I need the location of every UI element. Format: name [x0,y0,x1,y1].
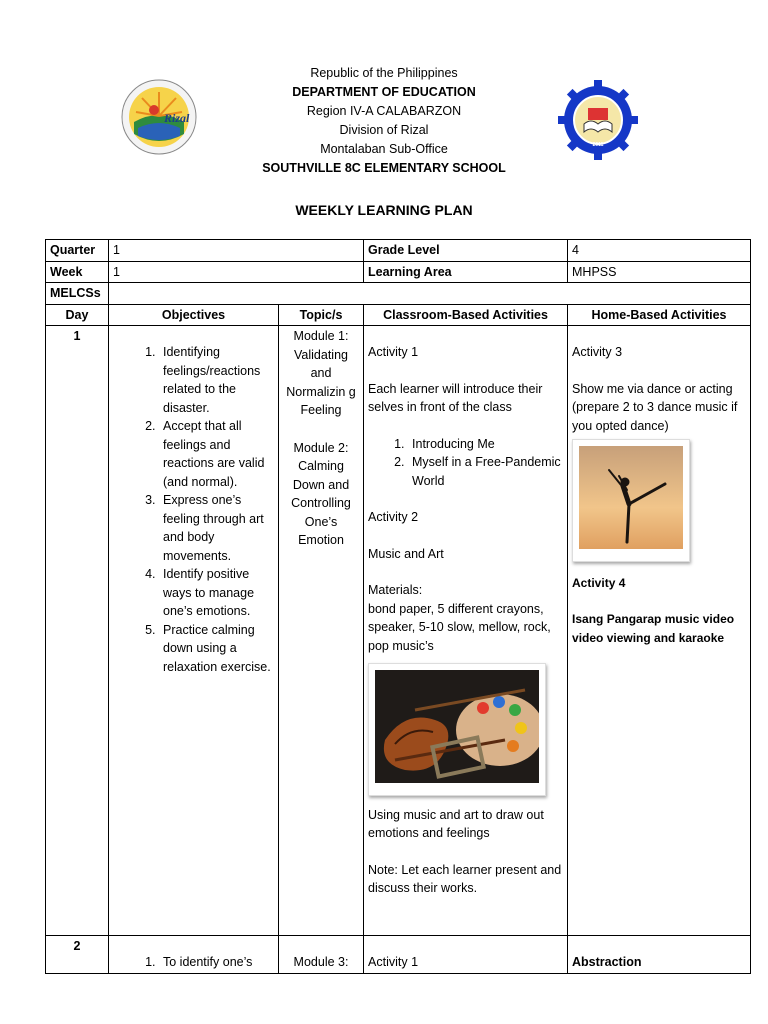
activity1-description: Each learner will introduce their selves in front of the class [368,381,543,414]
header-republic: Republic of the Philippines [310,66,458,80]
music-art-image [368,663,546,796]
header-division: Division of Rizal [339,123,429,137]
day2-number: 2 [46,936,109,974]
header-school: SOUTHVILLE 8C ELEMENTARY SCHOOL [262,161,506,175]
col-day: Day [46,304,109,326]
activity3-title: Activity 3 [572,345,623,359]
col-objectives: Objectives [109,304,279,326]
quarter-row [46,240,751,262]
grade-value: 4 [568,240,751,262]
activity2-name: Music and Art [368,546,444,561]
header-suboffice: Montalaban Sub-Office [320,142,448,156]
grade-label: Grade Level [364,240,568,262]
melcs-label: MELCSs [46,283,109,305]
objective-item: 5. Practice calming down using a relaxation exercise. [159,621,274,677]
objective-item: 1. To identify one’s [159,953,274,972]
week-label: Week [46,261,109,283]
objective-item: 1. Identifying feelings/reactions related to the disaster. [159,343,274,417]
day1-classroom-activities [364,326,568,936]
area-value: MHPSS [568,261,751,283]
day1-objectives [109,326,279,936]
day1-number: 1 [46,326,109,936]
day1-row [46,326,751,936]
objective-item: 2. Accept that all feelings and reactions are valid (and normal). [159,417,274,491]
learning-plan-table [45,239,751,974]
activity3-note: (prepare 2 to 3 dance music if you opted dance) [572,400,738,433]
col-home: Home-Based Activities [568,304,751,326]
quarter-label: Quarter [46,240,109,262]
header-region: Region IV-A CALABARZON [306,104,462,118]
topic-module-2: Module 2: Calming Down and Controlling One’s Emotion [291,440,351,547]
activity1-title: Activity 1 [368,345,419,359]
activity4-description: Isang Pangarap music video video viewing and karaoke [572,612,735,645]
document-header [0,64,768,178]
activity3-description: Show me via dance or acting [572,381,733,396]
plan-title: WEEKLY LEARNING PLAN [295,202,473,218]
activity1-item: 2. Myself in a Free-Pandemic World [408,453,563,490]
day2-objectives [109,936,279,974]
day2-row [46,936,751,974]
activity2-title: Activity 2 [368,510,419,524]
svg-text:2011: 2011 [592,142,604,148]
melcs-value [109,283,751,305]
column-header-row [46,304,751,326]
day2-home: Abstraction [568,936,751,974]
materials-label: Materials: [368,583,423,597]
activity2-note: Note: Let each learner present and discuss their works. [368,862,562,895]
day1-home-activities [568,326,751,936]
header-department: DEPARTMENT OF EDUCATION [292,85,476,99]
objective-item: 4. Identify positive ways to manage one’s emotions. [159,565,274,621]
dancer-image [572,439,690,562]
col-classroom: Classroom-Based Activities [364,304,568,326]
objective-item: 3. Express one’s feeling through art and body movements. [159,491,274,565]
svg-text:Rizal: Rizal [164,111,190,125]
activity1-item: 1. Introducing Me [408,435,563,454]
col-topics: Topic/s [279,304,364,326]
week-row [46,261,751,283]
activity2-usage: Using music and art to draw out emotions and feelings [368,807,544,840]
melcs-row [46,283,751,305]
topic-module-1: Module 1: Validating and Normalizin g Feeling [286,329,356,417]
week-value: 1 [109,261,364,283]
day1-topics [279,326,364,936]
activity4-title: Activity 4 [572,575,626,590]
quarter-value: 1 [109,240,364,262]
day2-topic: Module 3: [279,936,364,974]
materials-list: bond paper, 5 different crayons, speaker, 5-10 slow, mellow, rock, pop music’s [368,601,551,653]
day2-classroom: Activity 1 [364,936,568,974]
area-label: Learning Area [364,261,568,283]
